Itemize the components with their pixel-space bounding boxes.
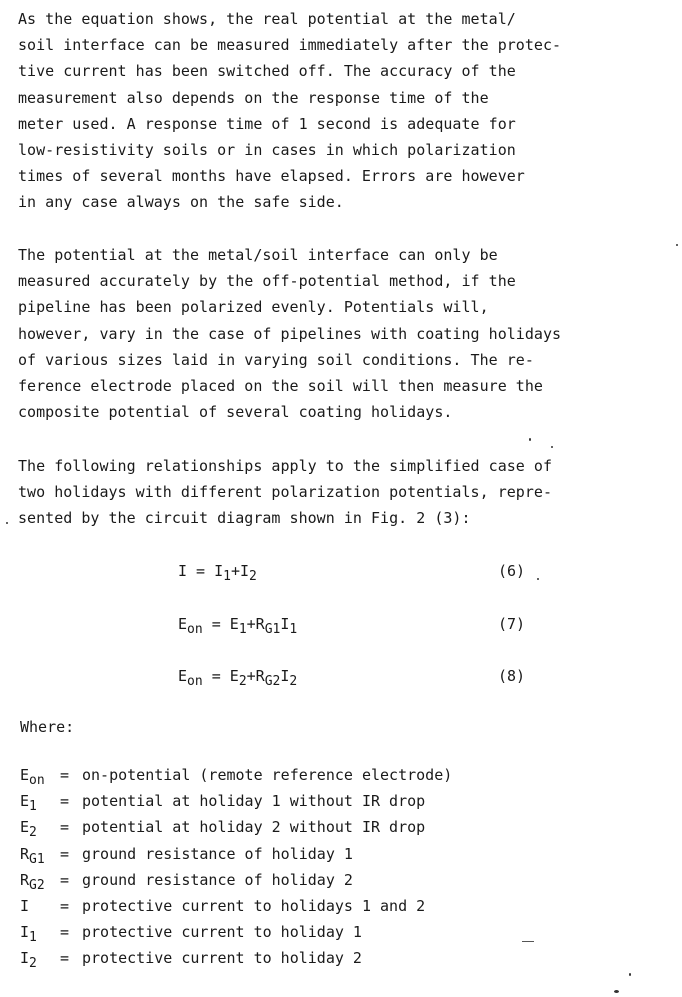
symbol-letter: I [20, 923, 30, 942]
symbol-letter: E [20, 766, 30, 785]
symbol-subscript: G2 [29, 877, 45, 893]
symbol-letter: E [20, 818, 30, 837]
equation-subscript: 1 [223, 569, 231, 584]
equation-lhs: E [178, 667, 188, 685]
equation-lhs: I [178, 562, 188, 580]
text-line: sented by the circuit diagram shown in Fig. 2 (3): [18, 509, 471, 528]
equation-subscript: G1 [264, 622, 281, 637]
scan-speck [629, 973, 631, 976]
equals-sign: = [60, 792, 70, 811]
equation-subscript: G2 [264, 674, 281, 689]
scan-speck [551, 446, 553, 448]
definition-symbol [20, 818, 60, 841]
symbol-subscript: 1 [29, 799, 37, 815]
text-line: measurement also depends on the response time of the [18, 88, 489, 107]
text-line: however, vary in the case of pipelines with coating holidays [18, 324, 562, 343]
equation-8 [178, 667, 298, 689]
definition-row [20, 841, 452, 867]
text-line: times of several months have elapsed. Errors are however [18, 167, 525, 186]
text-line: soil interface can be measured immediately after the protec- [18, 36, 562, 55]
equation-term: +R [246, 667, 265, 685]
equation-term: +R [246, 615, 265, 633]
definition-text: potential at holiday 2 without IR drop [82, 818, 426, 837]
where-label: Where: [20, 718, 75, 736]
equation-term: I [280, 667, 290, 685]
equation-term: I [280, 615, 290, 633]
equation-lhs-subscript: on [187, 674, 203, 689]
equation-number-8: (8) [498, 667, 526, 685]
definition-text: ground resistance of holiday 2 [82, 870, 353, 889]
equation-subscript: 1 [289, 622, 298, 637]
definition-text: ground resistance of holiday 1 [82, 844, 353, 863]
equation-subscript: 2 [249, 569, 257, 584]
scan-mark [522, 941, 534, 942]
symbol-letter: R [20, 870, 30, 889]
equals-sign: = [60, 844, 70, 863]
equals-sign: = [187, 562, 215, 580]
text-line: tive current has been switched off. The accuracy of the [18, 62, 516, 81]
definition-text: protective current to holiday 2 [82, 949, 362, 968]
text-line: ference electrode placed on the soil will then measure the [18, 376, 543, 395]
text-line: pipeline has been polarized evenly. Potentials will, [18, 298, 489, 317]
equals-sign: = [202, 667, 230, 685]
symbol-letter: R [20, 844, 30, 863]
definition-symbol [20, 897, 60, 915]
equation-term: +I [230, 562, 250, 580]
symbol-letter: E [20, 792, 30, 811]
definition-row [20, 788, 452, 814]
text-line: The potential at the metal/soil interface can only be [18, 246, 498, 264]
equals-sign: = [60, 949, 70, 968]
definition-row [20, 762, 452, 788]
equals-sign: = [60, 923, 70, 942]
definition-text: potential at holiday 1 without IR drop [82, 792, 426, 811]
scan-speck [614, 990, 619, 993]
symbol-subscript: on [29, 773, 45, 789]
definition-symbol [20, 870, 60, 893]
text-line: As the equation shows, the real potential at the metal/ [18, 10, 516, 28]
equation-number-7: (7) [498, 615, 526, 633]
paragraph-2 [18, 242, 561, 425]
definition-symbol [20, 949, 60, 972]
definition-row [20, 893, 452, 919]
text-line: meter used. A response time of 1 second is adequate for [18, 114, 516, 133]
equation-subscript: 2 [238, 674, 247, 689]
definitions-list [20, 762, 452, 972]
equation-subscript: 1 [238, 622, 247, 637]
scan-speck [6, 522, 8, 524]
paragraph-3 [18, 453, 552, 532]
scan-speck [676, 244, 678, 246]
equation-subscript: 2 [289, 674, 298, 689]
definition-row [20, 945, 452, 971]
text-line: in any case always on the safe side. [18, 193, 344, 212]
text-line: composite potential of several coating holidays. [18, 403, 453, 422]
symbol-subscript: 1 [29, 930, 37, 946]
paragraph-1 [18, 6, 561, 216]
equals-sign: = [60, 766, 70, 785]
equation-number-6: (6) [498, 562, 526, 580]
equals-sign: = [60, 897, 70, 916]
equation-lhs-subscript: on [187, 622, 203, 637]
equation-lhs: E [178, 615, 188, 633]
equation-term: I [214, 562, 224, 580]
definition-symbol [20, 844, 60, 867]
equation-term: E [229, 615, 239, 633]
scan-speck [537, 578, 539, 580]
definition-symbol [20, 792, 60, 815]
equation-term: E [229, 667, 239, 685]
symbol-letter: I [20, 897, 30, 916]
equation-6 [178, 562, 257, 584]
text-line: two holidays with different polarization potentials, repre- [18, 483, 552, 502]
definition-symbol [20, 923, 60, 946]
equals-sign: = [60, 870, 70, 889]
definition-row [20, 814, 452, 840]
equals-sign: = [60, 818, 70, 837]
equation-7 [178, 615, 298, 637]
symbol-subscript: 2 [29, 956, 37, 972]
symbol-letter: I [20, 949, 30, 968]
symbol-subscript: 2 [29, 825, 37, 841]
text-line: of various sizes laid in varying soil conditions. The re- [18, 350, 534, 369]
definition-text: protective current to holidays 1 and 2 [82, 897, 426, 916]
symbol-subscript: G1 [29, 851, 45, 867]
definition-row [20, 867, 452, 893]
text-line: low-resistivity soils or in cases in which polarization [18, 140, 516, 159]
text-line: measured accurately by the off-potential method, if the [18, 272, 516, 291]
scan-speck [529, 438, 531, 441]
definition-text: on-potential (remote reference electrode) [82, 766, 453, 785]
definition-row [20, 919, 452, 945]
definition-text: protective current to holiday 1 [82, 923, 362, 942]
equals-sign: = [202, 615, 230, 633]
definition-symbol [20, 766, 60, 789]
text-line: The following relationships apply to the simplified case of [18, 457, 552, 475]
